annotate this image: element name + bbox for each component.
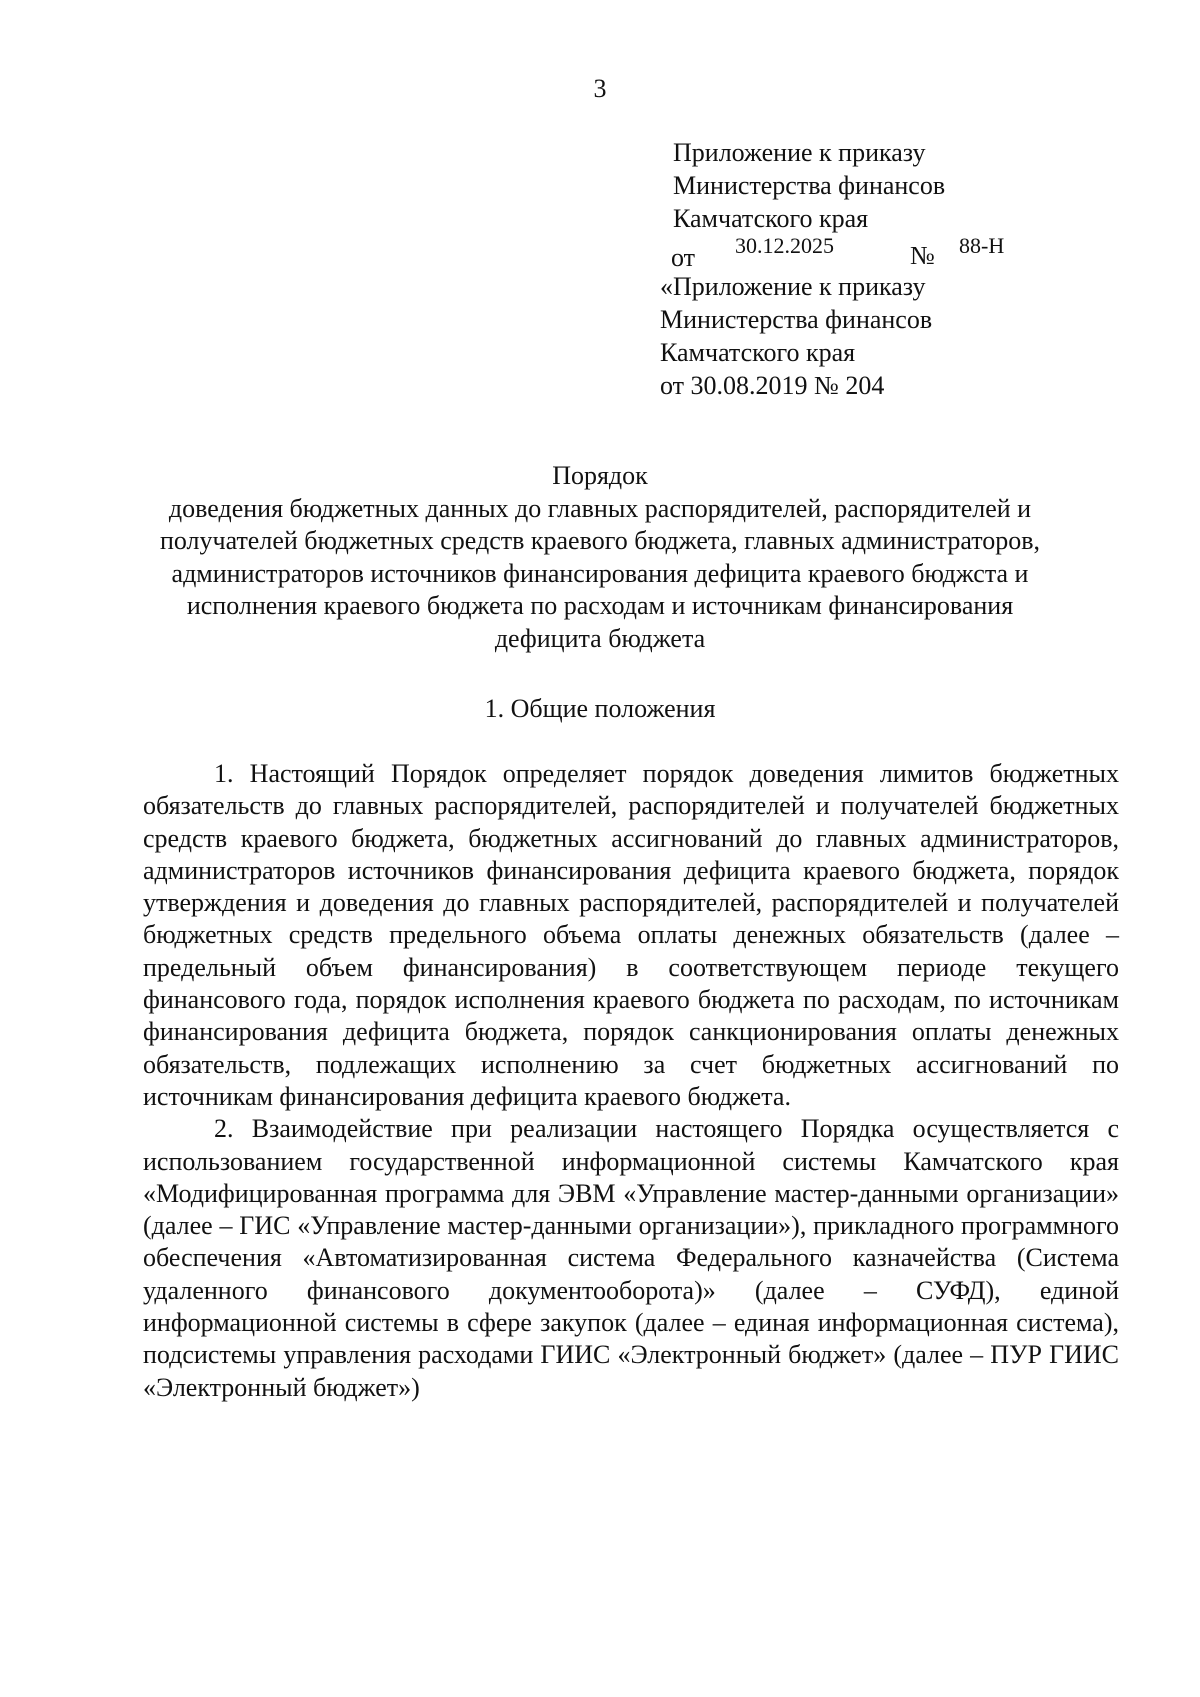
approval-line-3: Камчатского края [673, 204, 869, 233]
title-heading: Порядок [552, 461, 648, 490]
quoted-line-1: «Приложение к приказу [660, 272, 926, 301]
approval-block [671, 136, 1005, 272]
approval-line-1: Приложение к приказу [673, 138, 926, 167]
title-line: исполнения краевого бюджета по расходам и источникам финансирования [186, 591, 1014, 620]
section-heading: 1. Общие положения [484, 694, 716, 723]
paragraph-1: 1. Настоящий Порядок определяет порядок доведения лимитов бюджетных обязательств до главных распорядителей, распорядителей и получателей бюджетных средств краевого бюджета, бюджетных ассигнований до главных администраторов, администраторов источников финансирования дефицита краевого бюджета, порядок утверждения и доведения до главных распорядителей, распорядителей и получателей бюджетных средств предельного объема оплаты денежных обязательств (далее – предельный объем финансирования) в соответствующем периоде текущего финансового года, порядок исполнения краевого бюджета по расходам, по источникам финансирования дефицита бюджета, порядок санкционирования оплаты денежных обязательств, подлежащих исполнению за счет бюджетных ассигнований по источникам финансирования дефицита краевого бюджета. [143, 759, 1119, 1111]
approval-from-label: от [671, 243, 696, 272]
title-line: доведения бюджетных данных до главных распорядителей, распорядителей и [168, 493, 1032, 523]
page-number: 3 [593, 74, 607, 103]
title-line: получателей бюджетных средств краевого бюджета, главных администраторов, [159, 526, 1041, 555]
title-line: администраторов источников финансирования дефицита краевого бюджста и [171, 558, 1029, 588]
paragraph-2: 2. Взаимодействие при реализации настоящего Порядка осуществляется с использованием государственной информационной системы Камчатского края «Модифицированная программа для ЭВМ «Управление мастер-данными организации» (далее – ГИС «Управление мастер-данными организации»), прикладного программного обеспечения «Автоматизированная система Федерального казначейства (Система удаленного финансового документооборота)» (далее – СУФД), единой информационной системы в сфере закупок (далее – единая информационная система), подсистемы управления расходами ГИИС «Электронный бюджет» (далее – ПУР ГИИС «Электронный бюджет») [143, 1114, 1119, 1402]
quoted-line-4: от 30.08.2019 № 204 [660, 371, 885, 400]
approval-date: 30.12.2025 [735, 233, 834, 258]
body-text [143, 758, 1119, 1404]
approval-number-sign: № [910, 241, 935, 270]
document-title [120, 460, 1080, 655]
quoted-line-2: Министерства финансов [660, 305, 933, 334]
approval-number: 88-Н [959, 233, 1005, 258]
title-line: дефицита бюджета [494, 623, 706, 653]
quoted-line-3: Камчатского края [660, 338, 856, 367]
approval-order-line [671, 233, 1005, 272]
quoted-approval-block [660, 270, 932, 402]
approval-line-2: Министерства финансов [673, 171, 946, 200]
